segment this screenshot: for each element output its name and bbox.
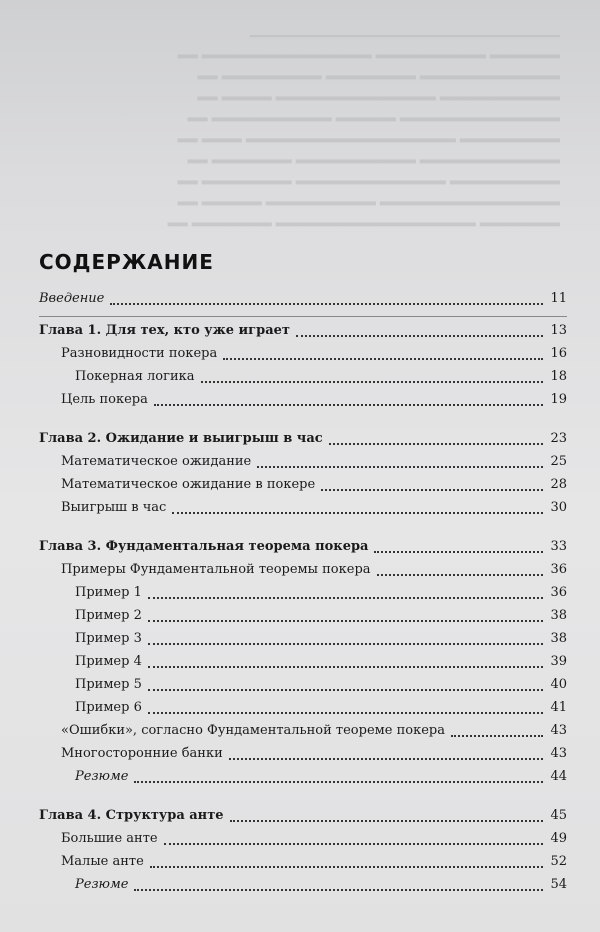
toc-page-number: 49 — [550, 831, 567, 846]
toc-entry-label: Глава 2. Ожидание и выигрыш в час — [39, 431, 323, 446]
toc-entry-row — [39, 558, 567, 581]
toc-entry-row — [39, 873, 567, 896]
toc-entry-label: Малые анте — [61, 854, 144, 869]
toc-page-number: 25 — [550, 454, 567, 469]
toc-page-number: 41 — [550, 700, 567, 715]
toc-page-number: 38 — [550, 608, 567, 623]
toc-entry-row — [39, 287, 567, 310]
toc-entry-row — [39, 473, 567, 496]
toc-entry-row — [39, 719, 567, 742]
toc-entry-row — [39, 827, 567, 850]
toc-entry-label: Пример 1 — [75, 585, 142, 600]
toc-entry-row — [39, 673, 567, 696]
toc-entry-row — [39, 696, 567, 719]
toc-entry-label: Глава 4. Структура анте — [39, 808, 224, 823]
toc-entry-label: Резюме — [75, 877, 129, 892]
toc-entry-row — [39, 365, 567, 388]
dot-leader — [148, 620, 543, 622]
toc-chapter-row — [39, 535, 567, 558]
toc-list — [39, 287, 567, 896]
dot-leader — [374, 551, 543, 553]
toc-page-number: 30 — [550, 500, 567, 515]
table-of-contents — [39, 250, 567, 896]
dot-leader — [134, 781, 543, 783]
toc-page-number: 43 — [550, 723, 567, 738]
toc-page-number: 28 — [550, 477, 567, 492]
toc-page-number: 19 — [550, 392, 567, 407]
toc-page-number: 40 — [550, 677, 567, 692]
bleed-through-text: ▁▁▁▁▁▁▁▁▁▁▁▁▁▁▁▁▁▁▁▁▁▁▁▁▁▁▁▁▁▁▁ ▂▂▂▂▂▂▂ ▂▂▂▂▂▂▂▂▂▂▂ ▂▂▂▂▂▂▂▂▂▂▂▂▂▂▂▂▂ ▂▂ ▂▂▂▂▂▂▂▂▂▂▂▂▂▂ ▂▂▂▂▂▂▂▂▂ ▂▂▂▂▂▂▂▂▂▂ ▂▂ ▂▂▂▂▂▂▂▂▂▂▂▂ ▂▂▂▂▂▂▂▂▂▂▂▂▂▂▂▂ ▂▂▂▂▂ ▂▂ ▂▂▂▂▂▂▂▂▂▂▂▂▂▂▂▂ ▂▂▂▂▂▂ ▂▂▂▂▂▂▂▂▂▂▂▂ ▂▂ ▂▂▂▂▂▂▂▂▂▂ ▂▂▂▂▂▂▂▂▂▂▂▂▂▂▂▂▂▂▂▂▂ ▂▂▂▂ ▂▂ ▂▂▂▂▂▂▂▂▂▂▂▂▂▂ ▂▂▂▂▂▂▂▂▂▂▂▂ ▂▂▂▂▂▂▂▂ ▂▂ ▂▂▂▂▂▂▂▂▂▂▂ ▂▂▂▂▂▂▂▂▂▂▂▂▂▂▂ ▂▂▂▂▂▂▂▂▂ ▂▂ ▂▂▂▂▂▂▂▂▂▂▂▂▂▂▂▂▂▂ ▂▂▂▂▂▂▂▂▂▂▂ ▂▂▂▂▂▂ ▂▂ ▂▂▂▂▂▂▂▂ ▂▂▂▂▂▂▂▂▂▂▂▂▂▂▂▂▂▂▂▂ ▂▂▂▂▂▂▂▂ ▂▂ — [167, 23, 560, 227]
toc-page-number: 16 — [550, 346, 567, 361]
toc-chapter-row — [39, 427, 567, 450]
toc-entry-row — [39, 604, 567, 627]
toc-entry-row — [39, 342, 567, 365]
toc-page-number: 52 — [550, 854, 567, 869]
toc-spacer — [39, 519, 567, 535]
dot-leader — [164, 843, 543, 845]
dot-leader — [451, 735, 543, 737]
toc-page-number: 43 — [550, 746, 567, 761]
toc-page-number: 11 — [550, 291, 567, 306]
dot-leader — [377, 574, 543, 576]
toc-divider — [39, 316, 567, 317]
dot-leader — [148, 689, 543, 691]
toc-entry-label: Покерная логика — [75, 369, 195, 384]
dot-leader — [223, 358, 543, 360]
dot-leader — [230, 820, 543, 822]
toc-page-number: 33 — [550, 539, 567, 554]
toc-spacer — [39, 788, 567, 804]
page-title: СОДЕРЖАНИЕ — [39, 250, 214, 274]
dot-leader — [329, 443, 543, 445]
toc-entry-label: Пример 3 — [75, 631, 142, 646]
dot-leader — [148, 597, 543, 599]
toc-entry-label: «Ошибки», согласно Фундаментальной теореме покера — [61, 723, 445, 738]
toc-entry-row — [39, 496, 567, 519]
toc-page-number: 54 — [550, 877, 567, 892]
toc-page-number: 13 — [550, 323, 567, 338]
dot-leader — [154, 404, 543, 406]
toc-entry-row — [39, 765, 567, 788]
toc-page-number: 36 — [550, 562, 567, 577]
toc-entry-label: Пример 6 — [75, 700, 142, 715]
toc-page-number: 39 — [550, 654, 567, 669]
toc-page-number: 23 — [550, 431, 567, 446]
dot-leader — [172, 512, 543, 514]
dot-leader — [148, 643, 543, 645]
toc-page-number: 45 — [550, 808, 567, 823]
toc-entry-label: Большие анте — [61, 831, 158, 846]
toc-entry-label: Математическое ожидание в покере — [61, 477, 316, 492]
dot-leader — [148, 666, 543, 668]
toc-entry-row — [39, 850, 567, 873]
toc-entry-row — [39, 581, 567, 604]
dot-leader — [296, 335, 543, 337]
toc-page-number: 44 — [550, 769, 567, 784]
toc-entry-row — [39, 742, 567, 765]
toc-entry-label: Математическое ожидание — [61, 454, 252, 469]
toc-entry-row — [39, 650, 567, 673]
dot-leader — [150, 866, 543, 868]
dot-leader — [257, 466, 543, 468]
toc-entry-label: Пример 5 — [75, 677, 142, 692]
toc-entry-label: Многосторонние банки — [61, 746, 223, 761]
toc-spacer — [39, 411, 567, 427]
toc-entry-label: Пример 4 — [75, 654, 142, 669]
toc-entry-label: Глава 3. Фундаментальная теорема покера — [39, 539, 369, 554]
dot-leader — [148, 712, 543, 714]
toc-entry-label: Введение — [39, 291, 105, 306]
toc-entry-row — [39, 627, 567, 650]
toc-page-number: 18 — [550, 369, 567, 384]
toc-entry-label: Выигрыш в час — [61, 500, 167, 515]
toc-entry-label: Пример 2 — [75, 608, 142, 623]
dot-leader — [229, 758, 543, 760]
toc-entry-row — [39, 450, 567, 473]
toc-entry-row — [39, 388, 567, 411]
toc-page-number: 36 — [550, 585, 567, 600]
toc-entry-label: Цель покера — [61, 392, 148, 407]
toc-entry-label: Разновидности покера — [61, 346, 218, 361]
toc-entry-label: Примеры Фундаментальной теоремы покера — [61, 562, 371, 577]
dot-leader — [134, 889, 543, 891]
toc-entry-label: Глава 1. Для тех, кто уже играет — [39, 323, 290, 338]
toc-chapter-row — [39, 804, 567, 827]
toc-chapter-row — [39, 319, 567, 342]
toc-page-number: 38 — [550, 631, 567, 646]
dot-leader — [110, 303, 543, 305]
dot-leader — [201, 381, 544, 383]
toc-entry-label: Резюме — [75, 769, 129, 784]
dot-leader — [321, 489, 543, 491]
